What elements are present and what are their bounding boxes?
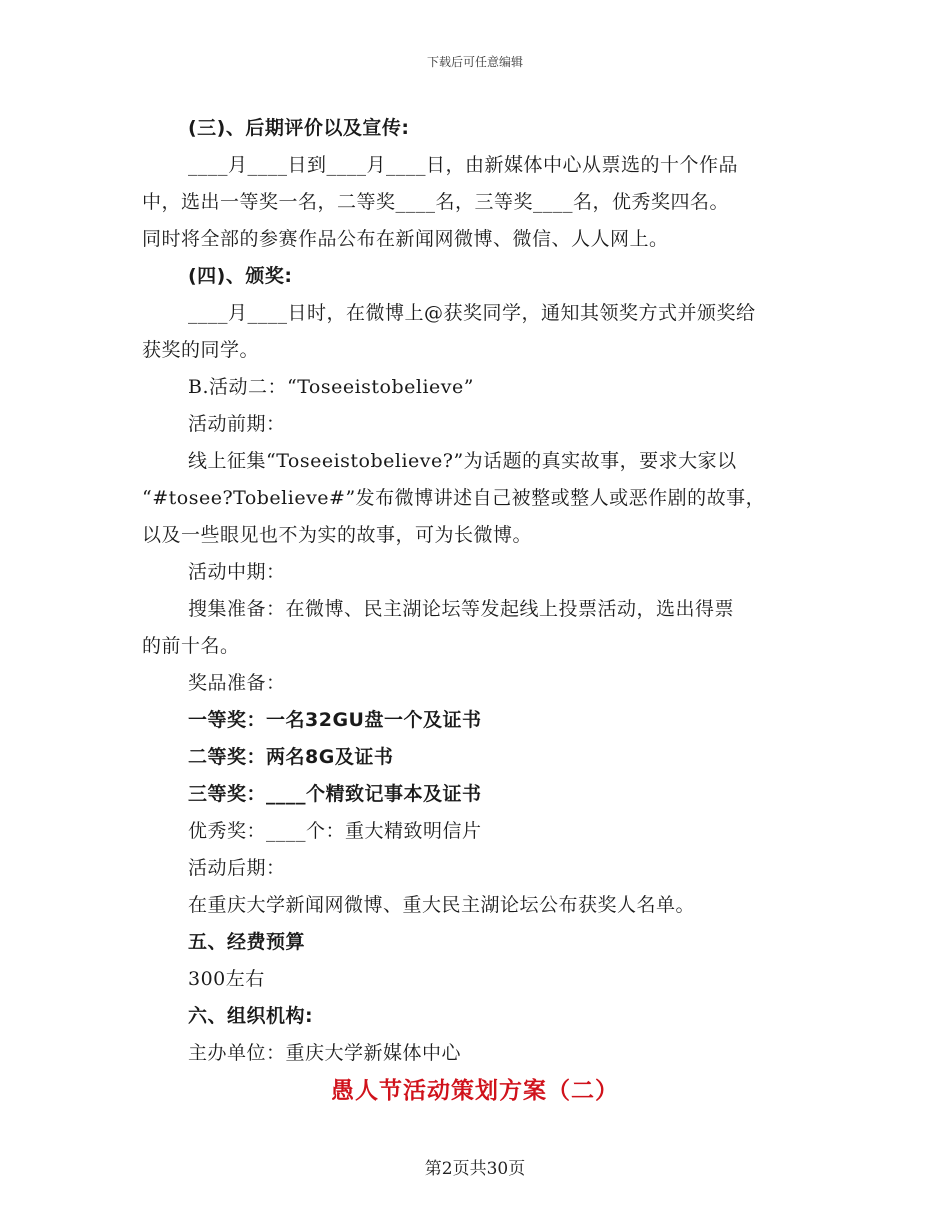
body-line: 线上征集“Toseeistobelieve?”为话题的真实故事，要求大家以 — [188, 450, 737, 472]
body-line: 主办单位：重庆大学新媒体中心 — [188, 1042, 462, 1064]
body-line: 中，选出一等奖一名，二等奖____名，三等奖____名，优秀奖四名。 — [142, 191, 730, 213]
page-header: 下载后可任意编辑 — [426, 55, 523, 69]
body-line: 搜集准备：在微博、民主湖论坛等发起线上投票活动，选出得票 — [188, 598, 735, 620]
body-line: 六、组织机构: — [188, 1005, 314, 1027]
document-body — [142, 110, 822, 1072]
body-line: “#tosee?Tobelieve#”发布微博讲述自己被整或整人或恶作剧的故事， — [142, 487, 766, 509]
body-line: 一等奖：一名32GU盘一个及证书 — [188, 709, 482, 731]
body-line: 同时将全部的参赛作品公布在新闻网微博、微信、人人网上。 — [142, 228, 669, 250]
body-line: 300左右 — [188, 968, 265, 990]
body-line: 奖品准备： — [188, 672, 286, 694]
body-line: 三等奖：____个精致记事本及证书 — [188, 783, 482, 805]
body-line: (三)、后期评价以及宣传: — [188, 117, 410, 139]
body-line: ____月____日到____月____日，由新媒体中心从票选的十个作品 — [188, 154, 739, 176]
body-line: 优秀奖：____个：重大精致明信片 — [188, 820, 482, 842]
body-line: 以及一些眼见也不为实的故事，可为长微博。 — [142, 524, 533, 546]
body-line: 五、经费预算 — [188, 931, 306, 953]
body-line: (四)、颁奖: — [188, 265, 293, 287]
body-line: 的前十名。 — [142, 635, 240, 657]
body-line: 在重庆大学新闻网微博、重大民主湖论坛公布获奖人名单。 — [188, 894, 696, 916]
body-line: 活动中期： — [188, 561, 286, 583]
body-line: B.活动二：“Toseeistobelieve” — [188, 376, 474, 398]
page-footer: 第2页共30页 — [424, 1159, 526, 1179]
body-line: 活动前期： — [188, 413, 286, 435]
section-title: 愚人节活动策划方案（二） — [331, 1078, 619, 1104]
body-line: 二等奖：两名8G及证书 — [188, 746, 394, 768]
body-line: 获奖的同学。 — [142, 339, 260, 361]
body-line: ____月____日时，在微博上@获奖同学，通知其领奖方式并颁奖给 — [188, 302, 756, 324]
body-line: 活动后期： — [188, 857, 286, 879]
